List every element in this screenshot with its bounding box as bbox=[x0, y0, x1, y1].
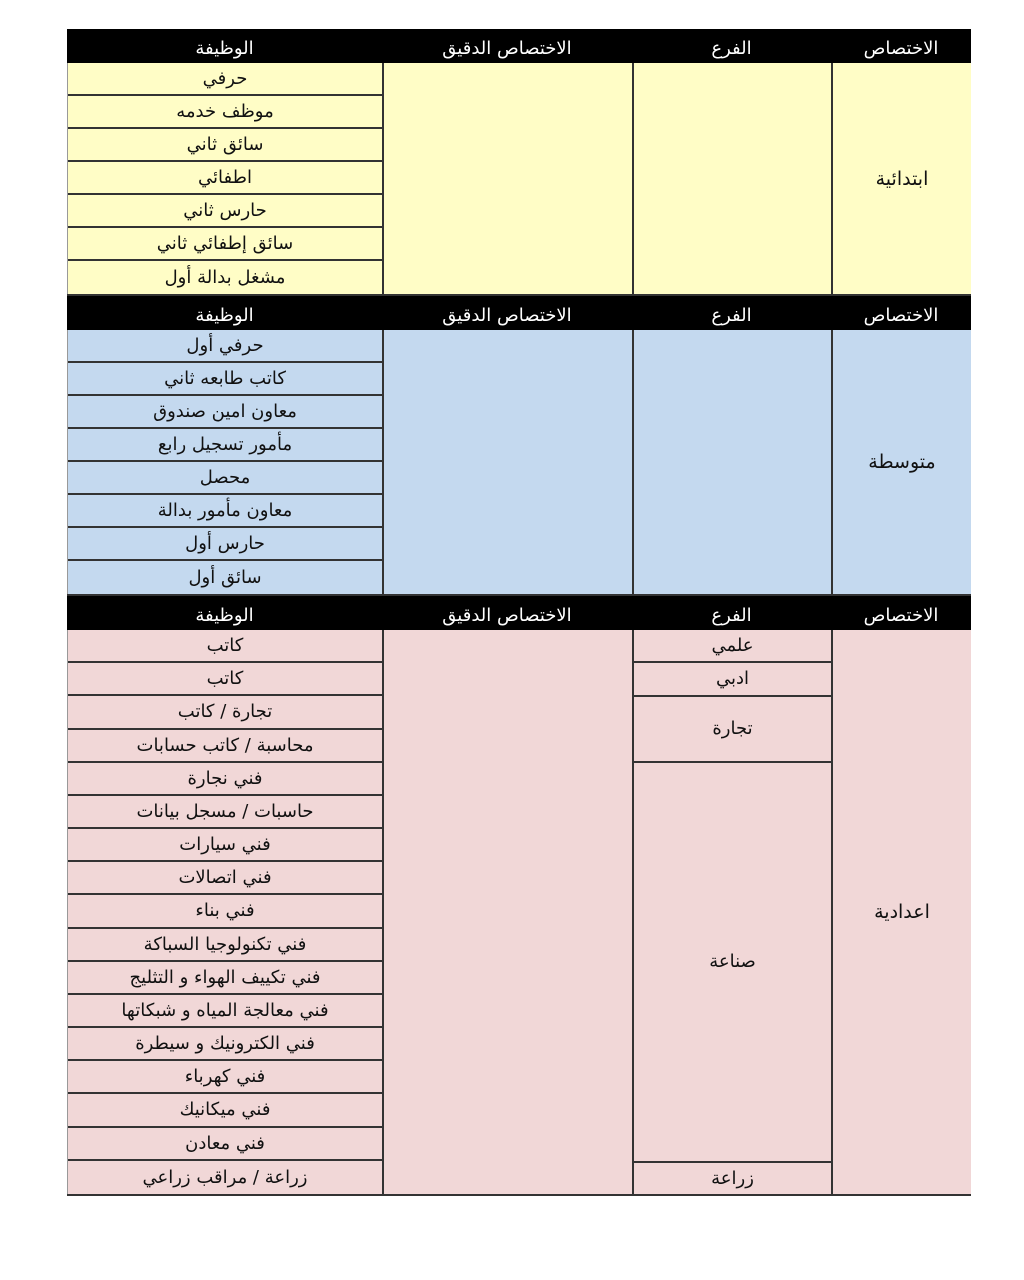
job-cell: فني بناء bbox=[68, 895, 382, 928]
job-cell: فني كهرباء bbox=[68, 1061, 382, 1094]
job-cell: حرفي أول bbox=[68, 330, 382, 363]
sub-specialty-cell bbox=[382, 330, 632, 594]
job-cell: فني تكنولوجيا السباكة bbox=[68, 929, 382, 962]
job-cell: فني اتصالات bbox=[68, 862, 382, 895]
header-specialty: الاختصاص bbox=[863, 604, 939, 626]
job-cell: اطفائي bbox=[68, 162, 382, 195]
job-cell: فني نجارة bbox=[68, 763, 382, 796]
job-cell: زراعة / مراقب زراعي bbox=[142, 1166, 308, 1188]
header-job: الوظيفة bbox=[195, 304, 254, 326]
job-cell: حارس ثاني bbox=[68, 195, 382, 228]
header-job: الوظيفة bbox=[195, 37, 254, 59]
header-branch: الفرع bbox=[711, 604, 752, 626]
job-cell: تجارة / كاتب bbox=[68, 696, 382, 729]
job-cell: معاون مأمور بدالة bbox=[68, 495, 382, 528]
job-cell: مأمور تسجيل رابع bbox=[68, 429, 382, 462]
header-branch: الفرع bbox=[711, 37, 752, 59]
job-cell: كاتب bbox=[68, 663, 382, 696]
table-header-row bbox=[67, 596, 971, 630]
branch-cell-literary: ادبي bbox=[634, 663, 831, 696]
job-cell: فني معالجة المياه و شبكاتها bbox=[68, 995, 382, 1028]
job-cell: سائق ثاني bbox=[68, 129, 382, 162]
specialty-jobs-table bbox=[67, 29, 971, 1196]
branch-cell-commerce: تجارة bbox=[634, 697, 831, 764]
job-cell: كاتب bbox=[68, 630, 382, 663]
branch-cell-scientific: علمي bbox=[634, 630, 831, 663]
job-cell: فني تكييف الهواء و التثليج bbox=[68, 962, 382, 995]
job-cell: سائق أول bbox=[188, 566, 262, 588]
section-preparatory bbox=[67, 630, 971, 1196]
jobs-column bbox=[67, 330, 382, 594]
job-cell: سائق إطفائي ثاني bbox=[68, 228, 382, 261]
job-cell: معاون امين صندوق bbox=[68, 396, 382, 429]
sub-specialty-cell bbox=[382, 630, 632, 1194]
job-cell: محاسبة / كاتب حسابات bbox=[68, 730, 382, 763]
branch-cell-agriculture: زراعة bbox=[711, 1167, 754, 1189]
header-job: الوظيفة bbox=[195, 604, 254, 626]
job-cell: محصل bbox=[68, 462, 382, 495]
branch-cell bbox=[632, 63, 831, 294]
table-header-row bbox=[67, 296, 971, 330]
branch-column bbox=[632, 630, 831, 1194]
header-sub-specialty: الاختصاص الدقيق bbox=[442, 604, 572, 626]
job-cell: مشغل بدالة أول bbox=[164, 266, 286, 288]
job-cell: حاسبات / مسجل بيانات bbox=[68, 796, 382, 829]
header-branch: الفرع bbox=[711, 304, 752, 326]
section-intermediate bbox=[67, 330, 971, 596]
specialty-cell: متوسطة bbox=[831, 330, 971, 594]
specialty-cell: اعدادية bbox=[831, 630, 971, 1194]
jobs-column bbox=[67, 630, 382, 1194]
table-header-row bbox=[67, 29, 971, 63]
jobs-column bbox=[67, 63, 382, 294]
job-cell: موظف خدمه bbox=[68, 96, 382, 129]
header-sub-specialty: الاختصاص الدقيق bbox=[442, 37, 572, 59]
job-cell: كاتب طابعه ثاني bbox=[68, 363, 382, 396]
job-cell: فني الكترونيك و سيطرة bbox=[68, 1028, 382, 1061]
branch-cell-industry: صناعة bbox=[634, 763, 831, 1163]
job-cell: حارس أول bbox=[68, 528, 382, 561]
sub-specialty-cell bbox=[382, 63, 632, 294]
job-cell: فني سيارات bbox=[68, 829, 382, 862]
branch-cell bbox=[632, 330, 831, 594]
header-specialty: الاختصاص bbox=[863, 37, 939, 59]
job-cell: حرفي bbox=[68, 63, 382, 96]
section-primary bbox=[67, 63, 971, 296]
header-specialty: الاختصاص bbox=[863, 304, 939, 326]
header-sub-specialty: الاختصاص الدقيق bbox=[442, 304, 572, 326]
job-cell: فني معادن bbox=[68, 1128, 382, 1161]
job-cell: فني ميكانيك bbox=[68, 1094, 382, 1127]
specialty-cell: ابتدائية bbox=[831, 63, 971, 294]
